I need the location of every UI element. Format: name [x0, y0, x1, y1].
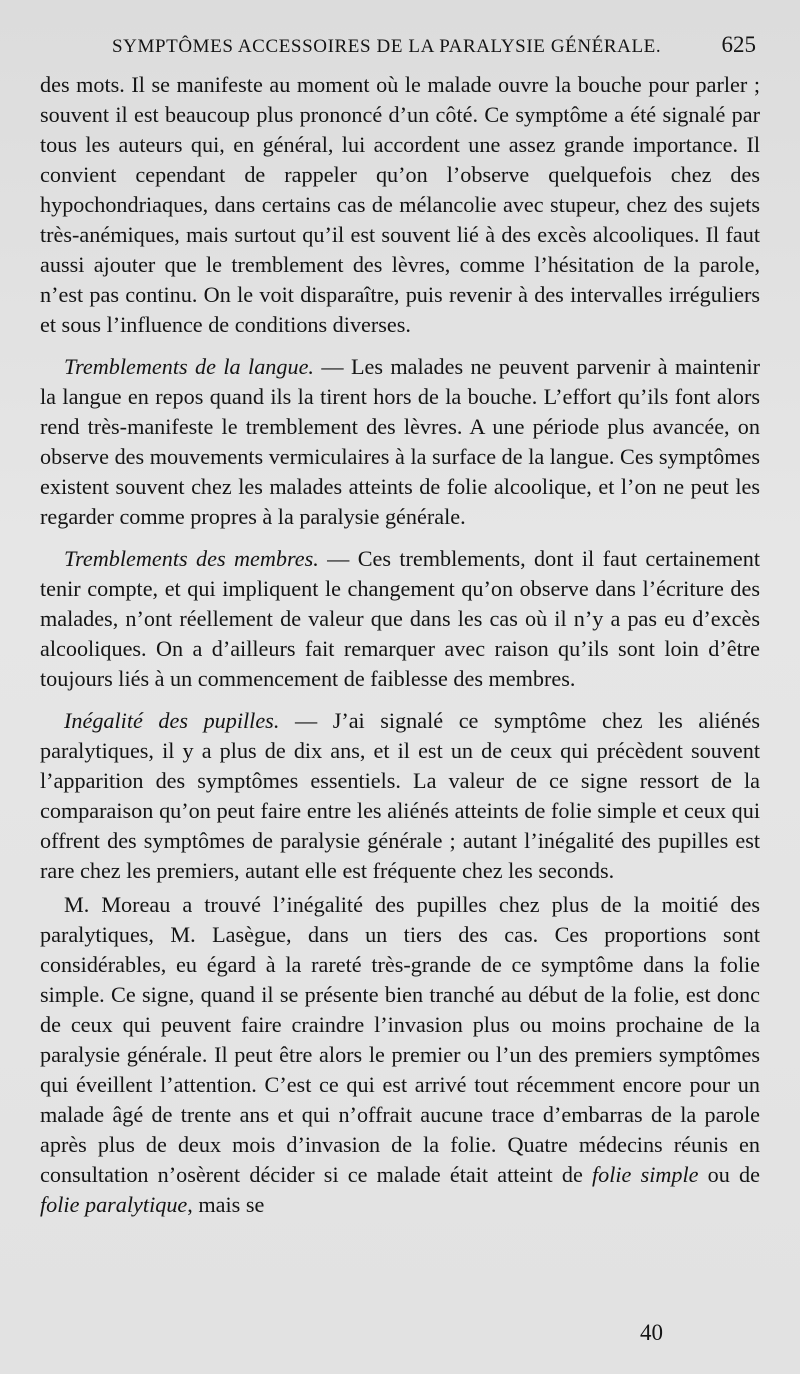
paragraph-text: — Ces tremblements, dont il faut certainement tenir compte, et qui impliquent le changement qu’on observe dans l’écriture des malades, n’ont réellement de valeur que dans les cas où il n’y a pas eu d’excès alcooliques. On a d’ailleurs fait remarquer avec raison qu’ils sont loin d’être toujours liés à un commencement de faiblesse des membres.: [40, 546, 760, 691]
paragraph-text: — J’ai signalé ce symptôme chez les aliénés paralytiques, il y a plus de dix ans, et il est un de ceux qui précèdent souvent l’apparition des symptômes essentiels. La valeur de ce signe ressort de la comparaison qu’on peut faire entre les aliénés atteints de folie simple et ceux qui offrent des symptômes de paralysie générale ; autant l’inégalité des pupilles est rare chez les premiers, autant elle est fréquente chez les seconds.: [40, 708, 760, 883]
section-title-pupils: Inégalité des pupilles.: [64, 708, 280, 733]
paragraph-text: ou de: [698, 1162, 760, 1187]
italic-term: folie paralytique: [40, 1192, 188, 1217]
paragraph-text: M. Moreau a trouvé l’inégalité des pupilles chez plus de la moitié des paralytiques, M. Lasègue, dans un tiers des cas. Ces proportions sont considérables, eu égard à la rareté très-grande de ce symptôme dans la folie simple. Ce signe, quand il se présente bien tranché au début de la folie, est donc de ceux qui peuvent faire craindre l’invasion plus ou moins prochaine de la paralysie générale. Il peut être alors le premier ou l’un des premiers symptômes qui éveillent l’attention. C’est ce qui est arrivé tout récemment encore pour un malade âgé de trente ans et qui n’offrait aucune trace d’embarras de la parole après plus de deux mois d’invasion de la folie. Quatre médecins réunis en consultation n’osèrent décider si ce malade était atteint de: [40, 892, 760, 1187]
paragraph-limb-tremor: [40, 544, 760, 694]
signature-mark: 40: [640, 1320, 663, 1345]
page-number: 625: [721, 32, 756, 57]
page-header: [40, 30, 760, 64]
paragraph-tongue-tremor: [40, 352, 760, 532]
paragraph-moreau: [40, 890, 760, 1220]
section-title-limbs: Tremblements des membres.: [64, 546, 319, 571]
section-title-tongue: Tremblements de la langue.: [64, 354, 314, 379]
italic-term: folie simple: [591, 1162, 699, 1187]
paragraph-text: — Les malades ne peuvent parvenir à maintenir la langue en repos quand ils la tirent hors de la bouche. L’effort qu’ils font alors rend très-manifeste le tremblement des lèvres. A une période plus avancée, on observe des mouvements vermiculaires à la surface de la langue. Ces symptômes existent souvent chez les malades atteints de folie alcoolique, et l’on ne peut les regarder comme propres à la paralysie générale.: [40, 354, 760, 529]
paragraph-text: , mais se: [187, 1192, 265, 1217]
paragraph-pupils: [40, 706, 760, 886]
paragraph-lip-tremor: des mots. Il se manifeste au moment où le malade ouvre la bouche pour parler ; souvent il est beaucoup plus prononcé d’un côté. Ce symptôme a été signalé par tous les auteurs qui, en général, lui accordent une assez grande importance. Il convient cependant de rappeler qu’on l’observe quelquefois chez des hypochondriaques, dans certains cas de mélancolie avec stupeur, chez des sujets très-anémiques, mais surtout qu’il est souvent lié à des excès alcooliques. Il faut aussi ajouter que le tremblement des lèvres, comme l’hésitation de la parole, n’est pas continu. On le voit disparaître, puis revenir à des intervalles irréguliers et sous l’influence de conditions diverses.: [40, 72, 760, 337]
running-head: SYMPTÔMES ACCESSOIRES DE LA PARALYSIE GÉNÉRALE.: [112, 36, 662, 57]
